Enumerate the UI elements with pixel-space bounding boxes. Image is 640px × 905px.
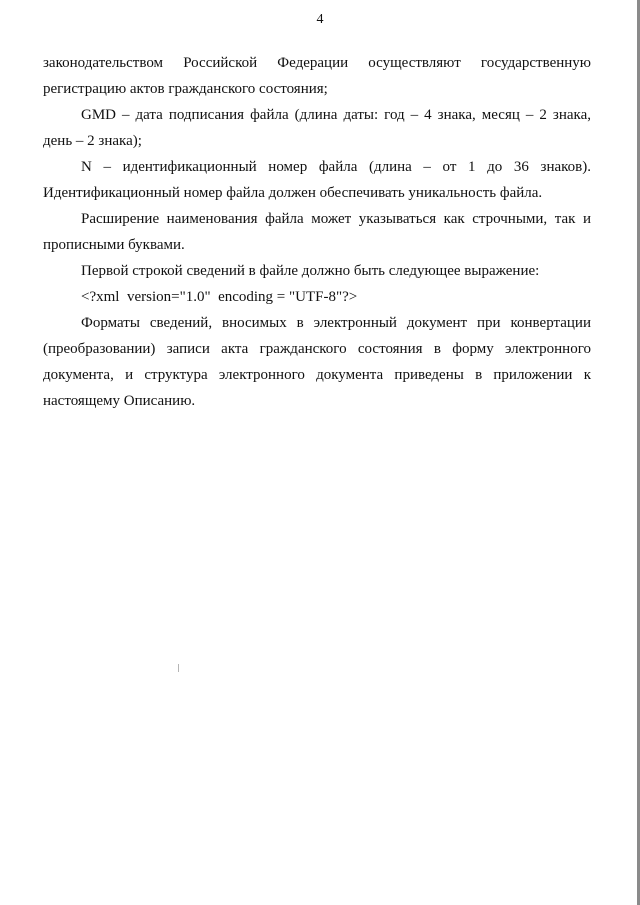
paragraph-formats-tail	[43, 336, 591, 414]
text-line: (преобразовании) записи акта гражданского состояния в форму электронного	[43, 341, 591, 357]
xml-declaration: <?xml version="1.0" encoding = "UTF-8"?>	[81, 289, 358, 305]
text-line: день – 2 знака);	[43, 133, 142, 149]
paragraph-n-tail	[43, 180, 591, 206]
paragraph-formats	[43, 310, 591, 336]
paragraph-gmd-tail	[43, 128, 591, 154]
paragraph-first-line	[43, 258, 591, 284]
page-number: 4	[316, 12, 324, 27]
paragraph-n	[43, 154, 591, 180]
document-body	[43, 50, 591, 414]
text-line: GMD – дата подписания файла (длина даты: год – 4 знака, месяц – 2 знака,	[81, 107, 591, 123]
text-line: регистрацию актов гражданского состояния;	[43, 81, 328, 97]
scan-speck	[178, 664, 179, 672]
text-line: законодательством Российской Федерации осуществляют государственную	[43, 55, 591, 71]
text-line: прописными буквами.	[43, 237, 185, 253]
text-line: документа, и структура электронного документа приведены в приложении к	[43, 367, 591, 383]
text-line: Форматы сведений, вносимых в электронный документ при конвертации	[81, 315, 591, 331]
text-line: настоящему Описанию.	[43, 393, 196, 409]
text-line: Расширение наименования файла может указываться как строчными, так и	[81, 211, 591, 227]
paragraph-extension	[43, 206, 591, 232]
text-line: Первой строкой сведений в файле должно быть следующее выражение:	[81, 263, 540, 279]
text-line: Идентификационный номер файла должен обеспечивать уникальность файла.	[43, 185, 543, 201]
paragraph-gmd	[43, 102, 591, 128]
paragraph-extension-tail	[43, 232, 591, 258]
paragraph-continuation	[43, 50, 591, 102]
text-line: N – идентификационный номер файла (длина – от 1 до 36 знаков).	[81, 159, 591, 175]
